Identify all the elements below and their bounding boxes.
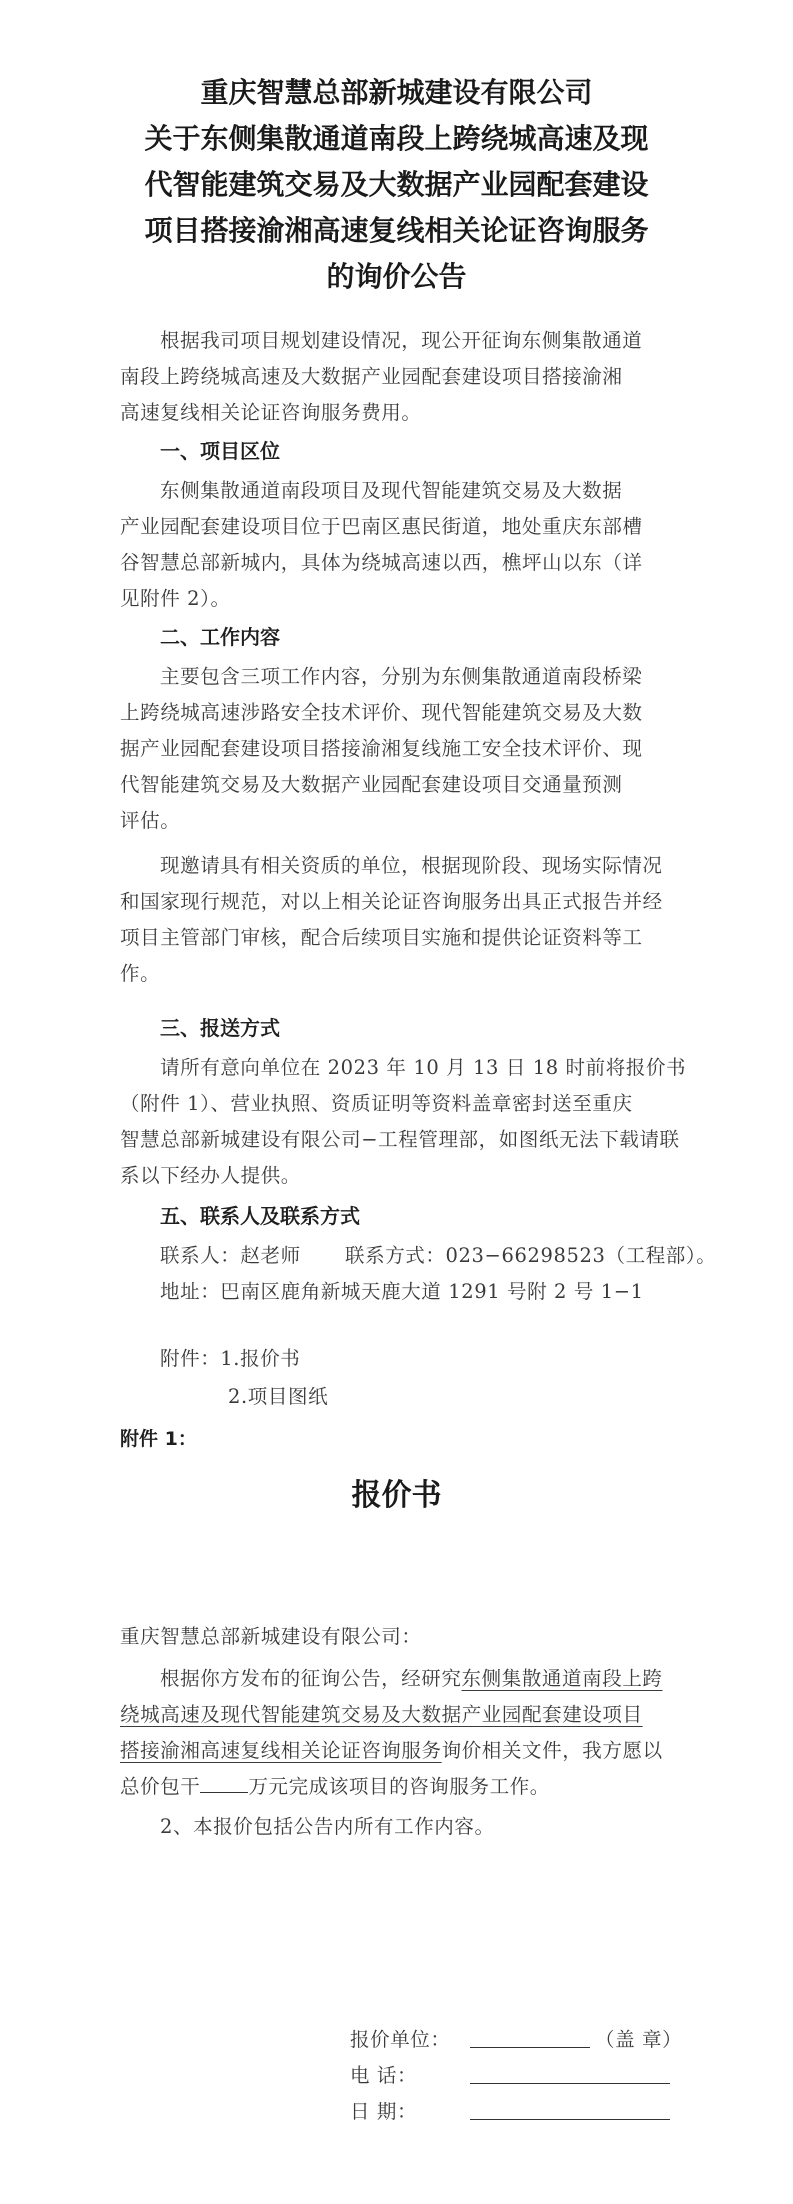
quotation-body-line-4-post: 万元完成该项目的咨询服务工作。: [248, 1775, 550, 1798]
seal-label: （盖 章）: [595, 2028, 683, 2051]
section2-p2-line-2: 和国家现行规范，对以上相关论证咨询服务出具正式报告并经: [120, 890, 663, 913]
section1-heading: 一、项目区位: [160, 439, 280, 463]
project-name-underlined-2: 绕城高速及现代智能建筑交易及大数据产业园配套建设项目: [120, 1703, 643, 1726]
total-price-blank[interactable]: [200, 1774, 248, 1793]
attachments-label: 附件：1.报价书: [160, 1347, 301, 1370]
section2-p1-line-2: 上跨绕城高速涉路安全技术评价、现代智能建筑交易及大数: [120, 701, 643, 724]
project-name-underlined-1: 东侧集散通道南段上跨: [461, 1667, 663, 1690]
sign-unit-label: 报价单位：: [350, 2028, 451, 2051]
contact-phone: 联系方式：023−66298523（工程部）。: [345, 1244, 717, 1267]
section3-line-3: 智慧总部新城建设有限公司−工程管理部，如图纸无法下载请联: [120, 1128, 680, 1151]
notice-title-line-3: 代智能建筑交易及大数据产业园配套建设: [144, 168, 649, 201]
date-field[interactable]: [470, 2119, 670, 2120]
quotation-addressee: 重庆智慧总部新城建设有限公司：: [120, 1625, 422, 1648]
section3-line-1: 请所有意向单位在 2023 年 10 月 13 日 18 时前将报价书: [160, 1056, 687, 1079]
section2-p1-line-3: 据产业园配套建设项目搭接渝湘复线施工安全技术评价、现: [120, 737, 643, 760]
section2-heading: 二、工作内容: [160, 625, 280, 649]
quotation-body-line-1-pre: 根据你方发布的征询公告，经研究: [160, 1667, 462, 1690]
section3-heading: 三、报送方式: [160, 1016, 280, 1040]
notice-title-line-5: 的询价公告: [326, 260, 467, 293]
quotation-body-line-4-pre: 总价包干: [120, 1775, 201, 1798]
quotation-title: 报价书: [351, 1478, 442, 1513]
section3-line-4: 系以下经办人提供。: [120, 1164, 301, 1187]
section2-p2-line-1: 现邀请具有相关资质的单位，根据现阶段、现场实际情况: [160, 854, 663, 877]
quotation-body-line-3-post: 询价相关文件，我方愿以: [441, 1739, 663, 1762]
section5-heading: 五、联系人及联系方式: [160, 1204, 360, 1228]
quotation-body-line-3: [120, 1735, 663, 1763]
section1-line-2: 产业园配套建设项目位于巴南区惠民街道，地处重庆东部槽: [120, 515, 643, 538]
contact-address: 地址：巴南区鹿角新城天鹿大道 1291 号附 2 号 1−1: [160, 1280, 644, 1303]
quotation-body-line-4: [120, 1771, 550, 1799]
section1-line-1: 东侧集散通道南段项目及现代智能建筑交易及大数据: [160, 479, 623, 502]
quotation-body-line-1: [160, 1663, 663, 1691]
intro-line-1: 根据我司项目规划建设情况，现公开征询东侧集散通道: [160, 329, 643, 352]
sign-unit-field[interactable]: [470, 2047, 590, 2048]
section3-line-2: （附件 1）、营业执照、资质证明等资料盖章密封送至重庆: [120, 1092, 633, 1115]
section2-p2-line-3: 项目主管部门审核，配合后续项目实施和提供论证资料等工: [120, 926, 643, 949]
contact-person: 联系人：赵老师: [160, 1244, 301, 1267]
intro-line-3: 高速复线相关论证咨询服务费用。: [120, 401, 422, 424]
quotation-body-line-2: [120, 1699, 643, 1727]
project-name-underlined-3: 搭接渝湘高速复线相关论证咨询服务: [120, 1739, 442, 1762]
notice-title-line-1: 重庆智慧总部新城建设有限公司: [200, 76, 593, 109]
section2-p1-line-5: 评估。: [120, 809, 181, 832]
date-label: 日 期：: [350, 2100, 418, 2123]
section1-line-3: 谷智慧总部新城内，具体为绕城高速以西，樵坪山以东（详: [120, 551, 643, 574]
phone-label: 电 话：: [350, 2064, 418, 2087]
section1-line-4: 见附件 2）。: [120, 587, 231, 610]
phone-field[interactable]: [470, 2083, 670, 2084]
section2-p1-line-4: 代智能建筑交易及大数据产业园配套建设项目交通量预测: [120, 773, 623, 796]
quotation-item-2: 2、本报价包括公告内所有工作内容。: [160, 1815, 495, 1838]
section2-p1-line-1: 主要包含三项工作内容，分别为东侧集散通道南段桥梁: [160, 665, 643, 688]
quotation-attachment-label: 附件 1：: [120, 1428, 197, 1450]
section2-p2-line-4: 作。: [120, 962, 161, 985]
attachment-2: 2.项目图纸: [228, 1385, 329, 1408]
notice-title-line-2: 关于东侧集散通道南段上跨绕城高速及现: [144, 122, 649, 155]
notice-title-line-4: 项目搭接渝湘高速复线相关论证咨询服务: [144, 214, 649, 247]
intro-line-2: 南段上跨绕城高速及大数据产业园配套建设项目搭接渝湘: [120, 365, 623, 388]
